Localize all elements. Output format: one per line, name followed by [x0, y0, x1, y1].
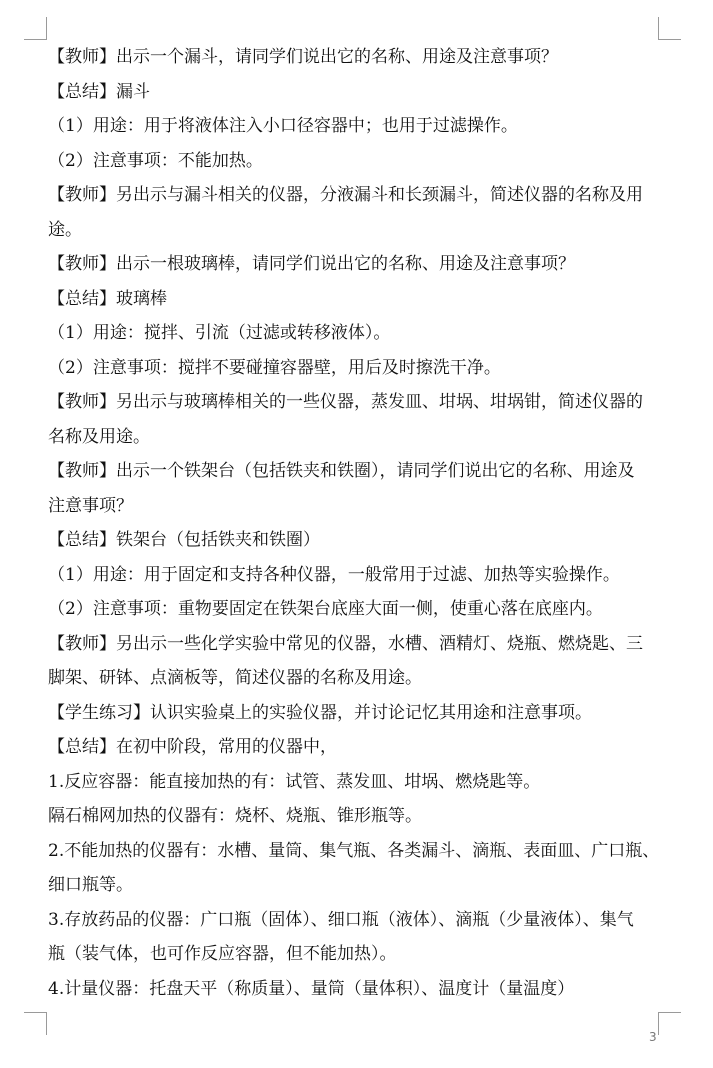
- text-line: 注意事项？: [48, 495, 133, 516]
- text-line: 脚架、研钵、点滴板等，简述仪器的名称及用途。: [48, 668, 422, 688]
- crop-mark-bottom-right: [658, 1012, 681, 1035]
- text-line: 细口瓶等。: [48, 875, 133, 895]
- text-line: 【总结】在初中阶段，常用的仪器中，: [48, 737, 337, 757]
- text-line: 【教师】另出示与漏斗相关的仪器，分液漏斗和长颈漏斗，简述仪器的名称及用: [48, 185, 643, 205]
- text-line: （2）注意事项：搅拌不要碰撞容器壁，用后及时擦洗干净。: [48, 357, 501, 378]
- crop-mark-top-left: [24, 17, 47, 40]
- text-line: 瓶（装气体，也可作反应容器，但不能加热）。: [48, 944, 397, 964]
- text-line: 【教师】出示一根玻璃棒，请同学们说出它的名称、用途及注意事项？: [48, 254, 575, 274]
- document-body: [48, 40, 662, 1006]
- text-line: 途。: [48, 219, 82, 240]
- text-line: （2）注意事项：重物要固定在铁架台底座大面一侧，使重心落在底座内。: [48, 599, 603, 619]
- text-line: 【总结】玻璃棒: [48, 288, 167, 309]
- text-line: 【总结】漏斗: [48, 81, 150, 102]
- text-line: 【教师】另出示一些化学实验中常见的仪器，水槽、酒精灯、烧瓶、燃烧匙、三: [48, 633, 643, 654]
- text-line: 1.反应容器：能直接加热的有：试管、蒸发皿、坩埚、燃烧匙等。: [48, 771, 541, 792]
- text-line: （2）注意事项：不能加热。: [48, 150, 263, 171]
- text-line: （1）用途：搅拌、引流（过滤或转移液体）。: [48, 323, 391, 343]
- text-line: （1）用途：用于固定和支持各种仪器，一般常用于过滤、加热等实验操作。: [48, 564, 620, 585]
- text-line: 【教师】出示一个铁架台（包括铁夹和铁圈），请同学们说出它的名称、用途及: [48, 461, 635, 481]
- text-line: 名称及用途。: [48, 426, 150, 447]
- crop-mark-top-right: [658, 17, 681, 40]
- text-line: 4.计量仪器：托盘天平（称质量）、量筒（量体积）、温度计（量温度）: [48, 978, 575, 999]
- text-line: 【学生练习】认识实验桌上的实验仪器，并讨论记忆其用途和注意事项。: [48, 702, 592, 723]
- page-number: 3: [649, 1030, 657, 1044]
- text-line: 【总结】铁架台（包括铁夹和铁圈）: [48, 530, 320, 550]
- text-line: （1）用途：用于将液体注入小口径容器中；也用于过滤操作。: [48, 116, 518, 136]
- crop-mark-bottom-left: [24, 1012, 47, 1035]
- text-line: 【教师】另出示与玻璃棒相关的一些仪器，蒸发皿、坩埚、坩埚钳，简述仪器的: [48, 392, 643, 412]
- text-line: 【教师】出示一个漏斗，请同学们说出它的名称、用途及注意事项？: [48, 47, 558, 67]
- text-line: 2.不能加热的仪器有：水槽、量筒、集气瓶、各类漏斗、滴瓶、表面皿、广口瓶、: [48, 840, 660, 861]
- text-line: 隔石棉网加热的仪器有：烧杯、烧瓶、锥形瓶等。: [48, 806, 422, 826]
- text-line: 3.存放药品的仪器：广口瓶（固体）、细口瓶（液体）、滴瓶（少量液体）、集气: [48, 909, 634, 930]
